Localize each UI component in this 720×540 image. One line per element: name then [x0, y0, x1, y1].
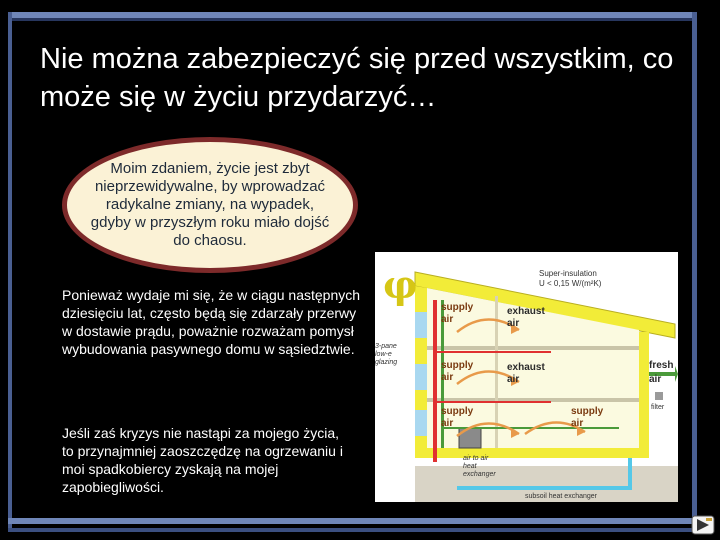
- slide-navigation-icon[interactable]: [690, 513, 716, 537]
- glazing-label-3: glazing: [375, 359, 398, 366]
- body-paragraph-2: Jeśli zaś kryzys nie nastąpi za mojego życia, to przynajmniej zaoszczędzę na ogrzewaniu i moi spadkobiercy zyskają na mojej zapobiegliwości.: [62, 425, 343, 495]
- supply-air-3a: supply: [441, 406, 474, 417]
- callout-oval: [62, 137, 358, 273]
- exhaust-air-1a: exhaust: [507, 306, 545, 317]
- glazing-label-1: 3-pane: [375, 343, 397, 350]
- filter-label: filter: [651, 404, 665, 411]
- supply-air-2b: air: [441, 372, 454, 383]
- passive-house-diagram: [375, 252, 678, 502]
- frame-top-shadow: [8, 18, 694, 21]
- callout-text: Moim zdaniem, życie jest zbyt nieprzewidywalne, by wprowadzać radykalne zmiany, na wypadek, gdyby w przyszłym roku miało dojść do chaosu.: [90, 160, 330, 249]
- frame-right-bar: [692, 12, 697, 517]
- subsoil-exchanger-label: subsoil heat exchanger: [525, 493, 597, 500]
- exhaust-air-2a: exhaust: [507, 362, 545, 373]
- supply-air-1a: supply: [441, 302, 474, 313]
- slide-title: Nie można zabezpieczyć się przed wszystkim, co może się w życiu przydarzyć…: [40, 43, 674, 113]
- heat-exchanger-label-1: air to air: [463, 455, 489, 462]
- glazing-label-2: low-e: [375, 351, 392, 358]
- supply-air-2a: supply: [441, 360, 474, 371]
- supply-air-1b: air: [441, 314, 454, 325]
- exhaust-air-1b: air: [507, 318, 520, 329]
- frame-left-bar: [8, 12, 12, 532]
- frame-bottom-bar: [8, 518, 694, 524]
- frame-bottom-bar-lower: [8, 528, 694, 532]
- exhaust-air-2b: air: [507, 374, 520, 385]
- super-insulation-label: Super-insulation: [539, 269, 597, 278]
- fresh-air-a: fresh: [649, 360, 674, 371]
- supply-air-4a: supply: [571, 406, 604, 417]
- heat-exchanger-label-2: heat: [463, 463, 477, 470]
- body-paragraph-1: Ponieważ wydaje mi się, że w ciągu następnych dziesięciu lat, często będą się zdarzały przerwy w dostawie prądu, poważnie rozważam pomysł wybudowania pasywnego domu w sąsiedztwie.: [62, 287, 361, 357]
- heat-exchanger-label-3: exchanger: [463, 471, 496, 478]
- supply-air-3b: air: [441, 418, 454, 429]
- fresh-air-b: air: [649, 374, 662, 385]
- supply-air-4b: air: [571, 418, 584, 429]
- phi-symbol: φ: [383, 262, 418, 307]
- u-value-label: U < 0,15 W/(m²K): [539, 279, 602, 288]
